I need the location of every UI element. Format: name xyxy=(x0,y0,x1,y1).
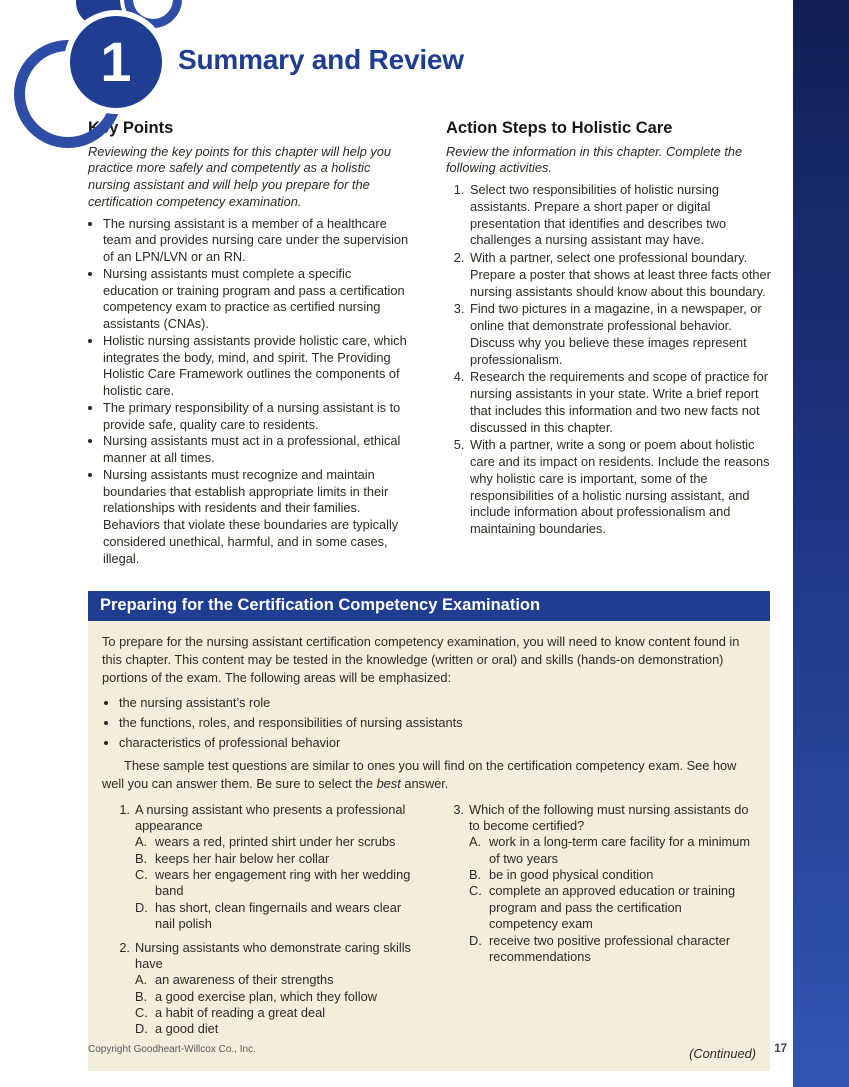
emphasis-list xyxy=(102,694,754,751)
question-number: 3. xyxy=(453,801,464,817)
sample-intro-post: answer. xyxy=(400,775,449,791)
choice-letter: D. xyxy=(135,899,148,915)
choice-letter: C. xyxy=(135,867,148,883)
question-stem-row xyxy=(446,802,754,835)
sample-intro-emphasis: best xyxy=(376,775,401,791)
choice-row xyxy=(135,1005,420,1021)
choice-row xyxy=(135,851,420,867)
choice-text: work in a long-term care facility for a minimum of two years xyxy=(489,834,750,866)
choice-letter: C. xyxy=(469,883,482,899)
choice-letter: A. xyxy=(135,834,148,850)
emphasis-item: • the nursing assistant’s role xyxy=(119,694,754,712)
choice-row xyxy=(135,989,420,1005)
question-column-left xyxy=(112,802,420,1045)
choice-text: complete an approved education or training program and pass the certification competency exam xyxy=(489,883,736,932)
action-steps-section xyxy=(446,118,776,567)
choice-text: a habit of reading a great deal xyxy=(155,1005,326,1021)
certification-section xyxy=(88,591,770,1071)
chapter-number-circle xyxy=(70,16,162,108)
choice-row xyxy=(469,883,754,932)
choice-letter: A. xyxy=(135,972,148,988)
action-steps-intro: Review the information in this chapter. Complete the following activities. xyxy=(446,143,743,176)
continued-note: (Continued) xyxy=(689,1046,756,1062)
page-footer xyxy=(88,1043,787,1055)
certification-body xyxy=(88,621,770,1071)
question-column-right xyxy=(446,802,754,1045)
copyright-text: Copyright Goodheart-Willcox Co., Inc. xyxy=(88,1044,256,1055)
question-block xyxy=(112,802,420,933)
choice-letter: B. xyxy=(135,850,148,866)
page-number: 17 xyxy=(774,1043,787,1055)
action-step-item: 3. Find two pictures in a magazine, in a newspaper, or online that demonstrate professional behavior. Discuss why you believe these images represent professionalism. xyxy=(468,301,776,368)
emphasis-item: • characteristics of professional behavior xyxy=(119,734,754,752)
action-step-item: 1. Select two responsibilities of holistic nursing assistants. Prepare a short paper or digital presentation that identifies and describes two challenges a nursing assistant may have. xyxy=(468,182,776,249)
certification-heading-bar: Preparing for the Certification Competency Examination xyxy=(88,591,770,621)
choice-text: wears her engagement ring with her wedding band xyxy=(155,867,411,899)
choice-letter: B. xyxy=(469,867,482,883)
question-stem: A nursing assistant who presents a professional appearance xyxy=(135,801,406,833)
question-stem: Nursing assistants who demonstrate caring skills have xyxy=(135,939,411,971)
choice-row xyxy=(469,933,754,966)
sample-question-columns xyxy=(102,802,754,1045)
action-steps-heading: Action Steps to Holistic Care xyxy=(446,119,673,137)
question-block xyxy=(112,940,420,1038)
summary-columns xyxy=(88,118,849,567)
question-stem-row xyxy=(112,802,420,835)
choice-letter: C. xyxy=(135,1005,148,1021)
choices-list xyxy=(469,834,754,965)
action-step-item: 4. Research the requirements and scope of practice for nursing assistants in your state. Write a brief report that includes this information and two new facts not discussed in this chapter. xyxy=(468,369,776,436)
choice-letter: D. xyxy=(469,932,482,948)
action-step-item: 2. With a partner, select one professional boundary. Prepare a poster that shows at least three facts other nursing assistants should know about this boundary. xyxy=(468,250,776,300)
choice-row xyxy=(469,867,754,883)
action-step-item: 5. With a partner, write a song or poem about holistic care and its impact on residents. Include the reasons why holistic care is important, some of the responsibilities of a holistic nursing assistant, and include information about professionalism and maintaining boundaries. xyxy=(468,437,776,538)
choices-list xyxy=(135,972,420,1038)
question-block xyxy=(446,802,754,966)
choice-letter: B. xyxy=(135,988,148,1004)
emphasis-item: • the functions, roles, and responsibilities of nursing assistants xyxy=(119,714,754,732)
key-points-heading: Key Points xyxy=(88,119,174,137)
choice-text: an awareness of their strengths xyxy=(155,972,334,988)
choice-row xyxy=(135,867,420,900)
question-number: 2. xyxy=(119,939,130,955)
choice-row xyxy=(135,972,420,988)
certification-intro: To prepare for the nursing assistant certification competency examination, you will need to know content found in this chapter. This content may be tested in the knowledge (written or oral) and skills (hands-on demonstration) portions of the exam. The following areas will be emphasized: xyxy=(102,634,740,685)
sample-intro-pre: These sample test questions are similar to ones you will find on the certification competency exam. See how well you can answer them. Be sure to select the xyxy=(102,758,737,791)
key-point-item: • Nursing assistants must recognize and maintain boundaries that establish appropriate limits in their relationships with residents and their families. Behaviors that violate these boundaries are typically considered unethical, harmful, and in some cases, illegal. xyxy=(103,467,410,568)
key-point-item: • Holistic nursing assistants provide holistic care, which integrates the body, mind, and spirit. The Providing Holistic Care Framework outlines the components of holistic care. xyxy=(103,333,410,400)
choice-row xyxy=(135,900,420,933)
right-edge-gradient-bar xyxy=(793,0,849,1087)
choice-text: keeps her hair below her collar xyxy=(155,850,330,866)
choice-text: receive two positive professional character recommendations xyxy=(489,932,731,964)
key-points-intro: Reviewing the key points for this chapter will help you practice more safely and competently as a holistic nursing assistant and will help you prepare for the certification competency examination. xyxy=(88,143,392,209)
choice-text: a good diet xyxy=(155,1021,219,1037)
choice-text: has short, clean fingernails and wears clear nail polish xyxy=(155,899,402,932)
key-point-item: • The primary responsibility of a nursing assistant is to provide safe, quality care to residents. xyxy=(103,400,410,434)
choice-letter: A. xyxy=(469,834,482,850)
choice-row xyxy=(135,834,420,850)
action-steps-list xyxy=(446,182,776,538)
key-points-section xyxy=(88,118,410,567)
choice-row xyxy=(135,1021,420,1037)
key-point-item: • Nursing assistants must complete a specific education or training program and pass a certification competency exam to practice as certified nursing assistants (CNAs). xyxy=(103,266,410,333)
question-stem: Which of the following must nursing assistants do to become certified? xyxy=(469,801,749,833)
key-point-item: • The nursing assistant is a member of a healthcare team and provides nursing care under the supervision of an LPN/LVN or an RN. xyxy=(103,216,410,266)
choice-text: wears a red, printed shirt under her scrubs xyxy=(155,834,396,850)
question-stem-row xyxy=(112,940,420,973)
chapter-number: 1 xyxy=(100,30,132,93)
choice-text: a good exercise plan, which they follow xyxy=(155,988,377,1004)
page-title: Summary and Review xyxy=(178,44,464,75)
choice-text: be in good physical condition xyxy=(489,867,654,883)
sample-questions-intro xyxy=(102,757,754,792)
key-points-list xyxy=(88,216,410,568)
choice-row xyxy=(469,834,754,867)
choices-list xyxy=(135,834,420,932)
key-point-item: • Nursing assistants must act in a professional, ethical manner at all times. xyxy=(103,433,410,467)
choice-letter: D. xyxy=(135,1021,148,1037)
question-number: 1. xyxy=(119,801,130,817)
